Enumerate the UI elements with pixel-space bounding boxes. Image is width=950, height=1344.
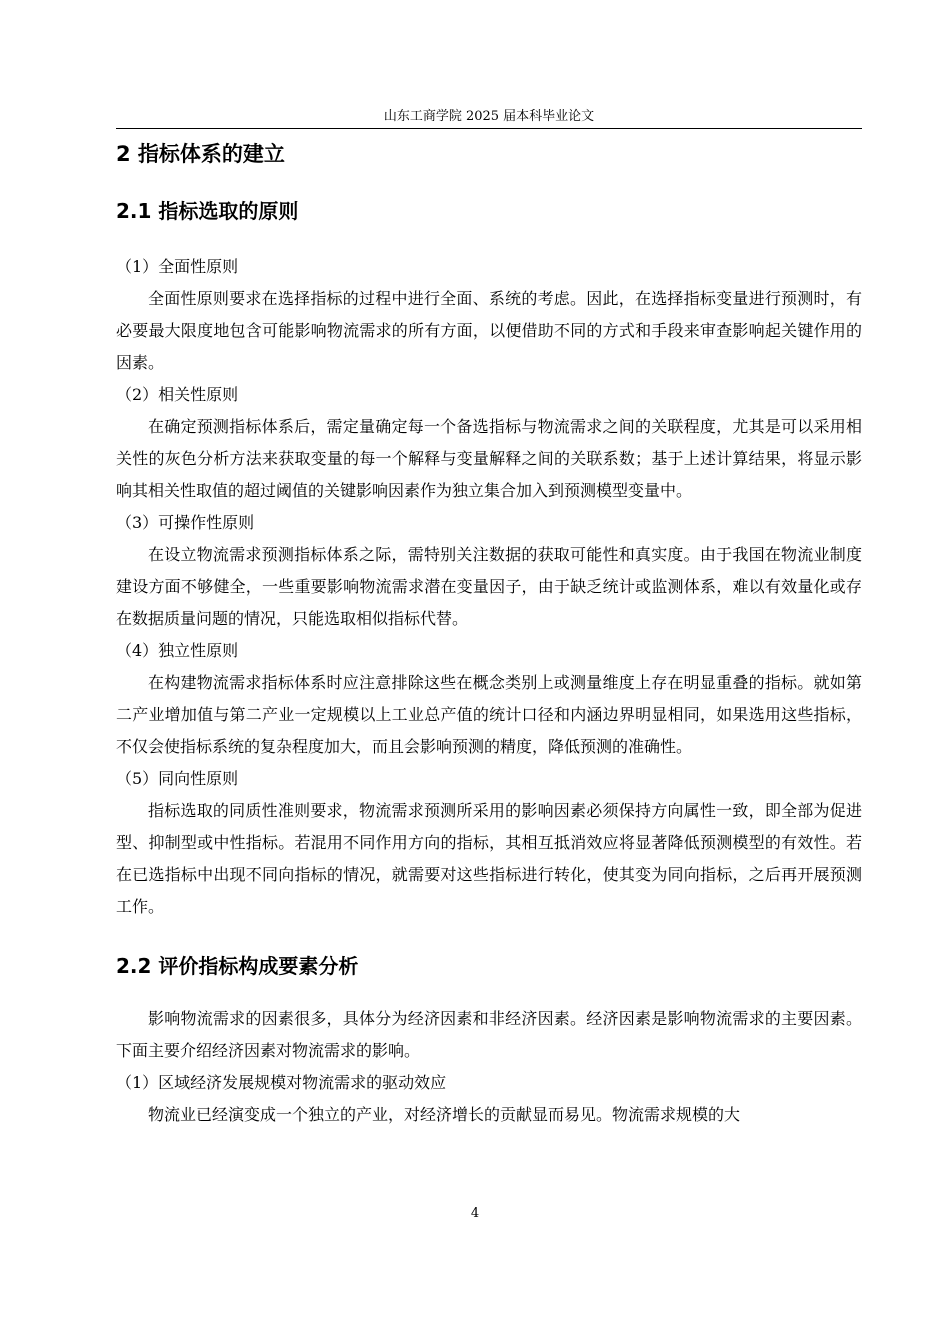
section-2-2-intro: 影响物流需求的因素很多，具体分为经济因素和非经济因素。经济因素是影响物流需求的主要因素。下面主要介绍经济因素对物流需求的影响。 <box>116 1009 862 1060</box>
principle-3-text: 在设立物流需求预测指标体系之际，需特别关注数据的获取可能性和真实度。由于我国在物流业制度建设方面不够健全，一些重要影响物流需求潜在变量因子，由于缺乏统计或监测体系，难以有效量化或存在数据质量问题的情况，只能选取相似指标代替。 <box>116 545 862 628</box>
principle-4-text: 在构建物流需求指标体系时应注意排除这些在概念类别上或测量维度上存在明显重叠的指标。就如第二产业增加值与第二产业一定规模以上工业总产值的统计口径和内涵边界明显相同，如果选用这些指标，不仅会使指标系统的复杂程度加大，而且会影响预测的精度，降低预测的准确性。 <box>116 673 862 756</box>
page-number: 4 <box>470 1206 480 1221</box>
principle-5-label: （5）同向性原则 <box>116 769 239 788</box>
section-title-2-1: 2.1 指标选取的原则 <box>116 199 299 223</box>
principle-1-label: （1）全面性原则 <box>116 257 239 276</box>
principle-5-text: 指标选取的同质性准则要求，物流需求预测所采用的影响因素必须保持方向属性一致，即全部为促进型、抑制型或中性指标。若混用不同作用方向的指标，其相互抵消效应将显著降低预测模型的有效性。若在已选指标中出现不同向指标的情况，就需要对这些指标进行转化，使其变为同向指标，之后再开展预测工作。 <box>116 801 862 916</box>
running-header: 山东工商学院 2025 届本科毕业论文 <box>116 106 862 129</box>
chapter-title: 2 指标体系的建立 <box>116 142 285 166</box>
principle-2-label: （2）相关性原则 <box>116 385 239 404</box>
principle-3-label: （3）可操作性原则 <box>116 513 255 532</box>
principle-2-text: 在确定预测指标体系后，需定量确定每一个备选指标与物流需求之间的关联程度，尤其是可以采用相关性的灰色分析方法来获取变量的每一个解释与变量解释之间的关联系数；基于上述计算结果，将显示影响其相关性取值的超过阈值的关键影响因素作为独立集合加入到预测模型变量中。 <box>116 417 862 500</box>
page-body <box>116 138 862 1131</box>
principle-4-label: （4）独立性原则 <box>116 641 239 660</box>
principle-1-text: 全面性原则要求在选择指标的过程中进行全面、系统的考虑。因此，在选择指标变量进行预测时，有必要最大限度地包含可能影响物流需求的所有方面，以便借助不同的方式和手段来审查影响起关键作用的因素。 <box>116 289 862 372</box>
factor-1-text: 物流业已经演变成一个独立的产业，对经济增长的贡献显而易见。物流需求规模的大 <box>148 1105 741 1124</box>
factor-1-label: （1）区域经济发展规模对物流需求的驱动效应 <box>116 1073 447 1092</box>
section-title-2-2: 2.2 评价指标构成要素分析 <box>116 954 359 978</box>
